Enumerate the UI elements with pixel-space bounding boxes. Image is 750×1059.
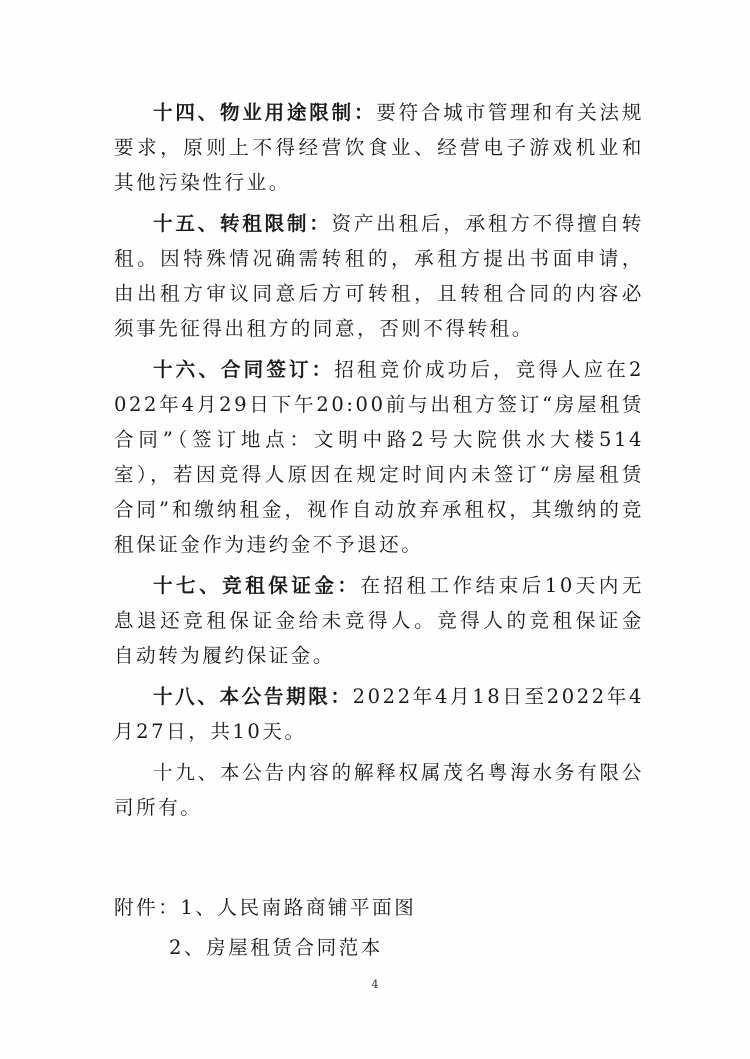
attachment-row <box>114 928 644 968</box>
clause-heading: 十七、竞租保证金： <box>153 574 361 597</box>
clause-19 <box>114 755 644 825</box>
clause-heading: 十六、合同签订： <box>153 358 335 381</box>
clause-text: 要符合城市管理和有关法规要求，原则上不得经营饮食业、经营电子游戏机业和其他污染性行业。 <box>114 101 644 194</box>
attachment-row <box>114 888 644 928</box>
clause-17 <box>114 568 644 673</box>
attachment-item: 2、房屋租赁合同范本 <box>169 936 383 959</box>
clause-15 <box>114 206 644 346</box>
clause-16 <box>114 352 644 562</box>
clause-text: 2022年4月18日至2022年4月27日，共10天。 <box>114 685 645 743</box>
clause-14 <box>114 95 644 200</box>
clause-heading: 十八、本公告期限： <box>153 685 353 708</box>
clause-text: 本公告内容的解释权属茂名粤海水务有限公司所有。 <box>114 761 644 819</box>
clause-heading: 十九、 <box>153 761 220 784</box>
clause-text: 招租竞价成功后，竞得人应在2022年4月29日下午20:00前与出租方签订“房屋租赁合同”（签订地点：文明中路2号大院供水大楼514室），若因竞得人原因在规定时间内未签订“房屋租赁合同”和缴纳租金，视作自动放弃承租权，其缴纳的竞租保证金作为违约金不予退还。 <box>114 358 644 556</box>
clause-18 <box>114 679 644 749</box>
attachments-label: 附件： <box>114 896 181 919</box>
clause-text: 资产出租后，承租方不得擅自转租。因特殊情况确需转租的，承租方提出书面申请，由出租方审议同意后方可转租，且转租合同的内容必须事先征得出租方的同意，否则不得转租。 <box>114 212 644 340</box>
clause-heading: 十五、转租限制： <box>153 212 332 235</box>
clause-heading: 十四、物业用途限制： <box>153 101 377 124</box>
clause-text: 在招租工作结束后10天内无息退还竞租保证金给未竞得人。竞得人的竞租保证金自动转为履约保证金。 <box>114 574 644 667</box>
attachments <box>114 888 644 968</box>
attachment-item: 1、人民南路商铺平面图 <box>180 896 417 919</box>
page-number: 4 <box>371 978 379 991</box>
announcement-body <box>114 95 644 831</box>
